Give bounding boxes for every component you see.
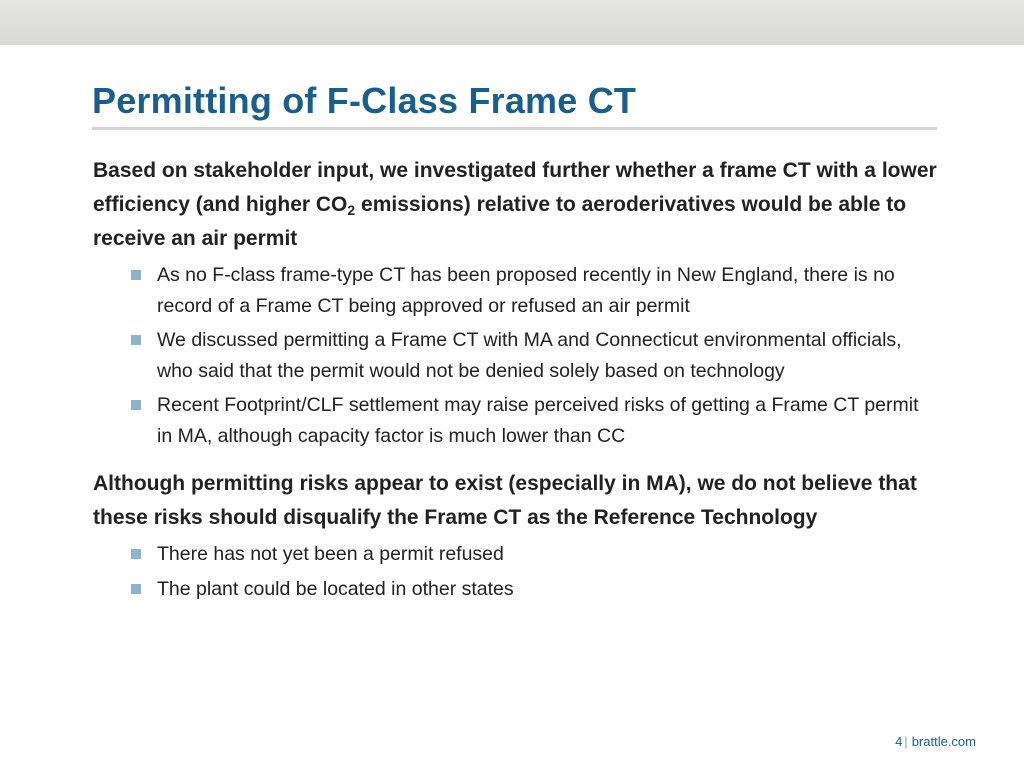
paragraph-text-part1: Based on stakeholder input, we investigated further whether a frame CT with a lower efficiency (and higher CO [93,159,937,216]
paragraph-stakeholder-input [93,154,938,256]
list-item-text: Recent Footprint/CLF settlement may raise perceived risks of getting a Frame CT permit in MA, although capacity factor is much lower than CC [157,394,919,447]
header-band [0,0,1024,45]
footer-separator: | [904,734,908,749]
list-item [131,260,938,321]
list-item-text: We discussed permitting a Frame CT with MA and Connecticut environmental officials, who said that the permit would not be denied solely based on technology [157,329,902,382]
square-bullet-icon [131,335,141,345]
list-item [131,539,938,570]
title-divider [92,127,937,130]
list-item [131,325,938,386]
slide-body [93,154,938,604]
square-bullet-icon [131,400,141,410]
list-item-text: There has not yet been a permit refused [157,543,504,565]
list-item [131,390,938,451]
slide-footer [895,734,976,749]
slide-title: Permitting of F-Class Frame CT [92,80,637,121]
list-item [131,574,938,605]
bullet-list-1 [93,260,938,451]
list-item-text: As no F-class frame-type CT has been proposed recently in New England, there is no record of a Frame CT being approved or refused an air permit [157,264,895,317]
square-bullet-icon [131,270,141,280]
site-link[interactable]: brattle.com [911,734,976,749]
bullet-list-2 [93,539,938,604]
paragraph-text-part2: emissions) relative to aeroderivatives would be able to receive an air permit [93,193,907,250]
co2-subscript: 2 [347,202,356,218]
page-number: 4 [895,734,903,749]
paragraph-permitting-risks: Although permitting risks appear to exist (especially in MA), we do not believe that these risks should disqualify the Frame CT as the Reference Technology [93,472,917,529]
list-item-text: The plant could be located in other states [157,577,514,600]
square-bullet-icon [131,584,141,594]
square-bullet-icon [131,549,141,559]
